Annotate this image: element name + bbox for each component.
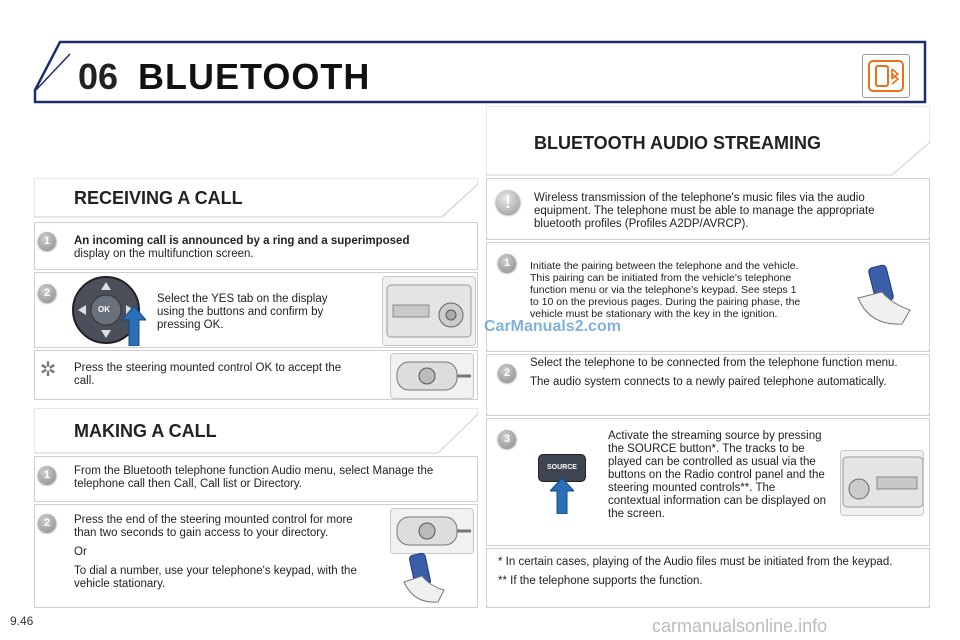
watermark: CarManuals2.com	[484, 318, 621, 335]
note-2: ** If the telephone supports the function.	[498, 575, 703, 587]
streaming-step2-text	[530, 357, 920, 395]
press-arrow-icon	[550, 478, 574, 514]
step-number-badge: 2	[38, 284, 56, 302]
receiving-step2-text: Select the YES tab on the display using the buttons and confirm by pressing OK.	[157, 293, 328, 331]
making-step2-line2: To dial a number, use your telephone's keypad, with the vehicle stationary.	[74, 565, 357, 590]
making-step1-text: From the Bluetooth telephone function Audio menu, select Manage the telephone call then Call, Call list or Directory.	[74, 465, 434, 490]
step-number-badge: 1	[38, 232, 56, 250]
receiving-step1-text	[74, 235, 464, 261]
bluetooth-phone-icon	[862, 54, 910, 98]
step-number-badge: 2	[38, 514, 56, 532]
receiving-step1-rest: display on the multifunction screen.	[74, 248, 254, 260]
making-step2-or: Or	[74, 546, 87, 558]
steering-control-illustration	[390, 353, 474, 399]
source-label: SOURCE	[547, 464, 577, 471]
radio-panel-illustration	[840, 450, 924, 516]
radio-panel-illustration	[382, 276, 476, 346]
receiving-step3-text: Press the steering mounted control OK to accept the call.	[74, 362, 342, 387]
streaming-step2-line2: The audio system connects to a newly paired telephone automatically.	[530, 376, 887, 388]
sun-icon: ✲	[39, 359, 57, 381]
receiving-step1-bold: An incoming call is announced by a ring and a superimposed	[74, 235, 410, 247]
streaming-step1-text: Initiate the pairing between the telephone and the vehicle. This pairing can be initiated from the vehicle's telephone function menu or via the telephone's keypad. See steps 1 to 10 on the previous pages. During the pairing phase, the vehicle must be stationary with the key in the ignition.	[530, 260, 801, 320]
steering-control-illustration	[390, 508, 474, 554]
receiving-heading: RECEIVING A CALL	[74, 188, 243, 208]
step-number-badge: 3	[498, 430, 516, 448]
chapter-number: 06	[78, 56, 119, 97]
step-number-badge: 1	[38, 466, 56, 484]
streaming-heading: BLUETOOTH AUDIO STREAMING	[534, 133, 821, 153]
making-heading: MAKING A CALL	[74, 421, 217, 441]
streaming-step3-text: Activate the streaming source by pressing the SOURCE button*. The tracks to be played can be controlled as usual via the buttons on the Radio control panel and the steering mounted controls**. The contextual information can be displayed on the screen.	[608, 430, 827, 520]
press-arrow-icon	[122, 306, 146, 346]
phone-in-hand-icon	[850, 262, 916, 332]
step-number-badge: 1	[498, 254, 516, 272]
warning-icon: !	[496, 190, 520, 214]
making-step2-text	[74, 514, 364, 597]
making-step2-line1: Press the end of the steering mounted control for more than two seconds to gain access to your directory.	[74, 514, 353, 539]
notes-text	[498, 556, 918, 594]
page-title: BLUETOOTH	[138, 56, 371, 97]
step-number-badge: 2	[498, 364, 516, 382]
ok-label: OK	[98, 305, 110, 314]
phone-in-hand-icon	[398, 552, 448, 606]
page-number: 9.46	[10, 614, 34, 628]
warning-text: Wireless transmission of the telephone's music files via the audio equipment. The telephone must be able to manage the appropriate bluetooth profiles (Profiles A2DP/AVRCP).	[534, 192, 875, 230]
note-1: * In certain cases, playing of the Audio files must be initiated from the keypad.	[498, 556, 893, 568]
footer-watermark: carmanualsonline.info	[652, 616, 828, 636]
streaming-step2-line1: Select the telephone to be connected from the telephone function menu.	[530, 357, 898, 369]
